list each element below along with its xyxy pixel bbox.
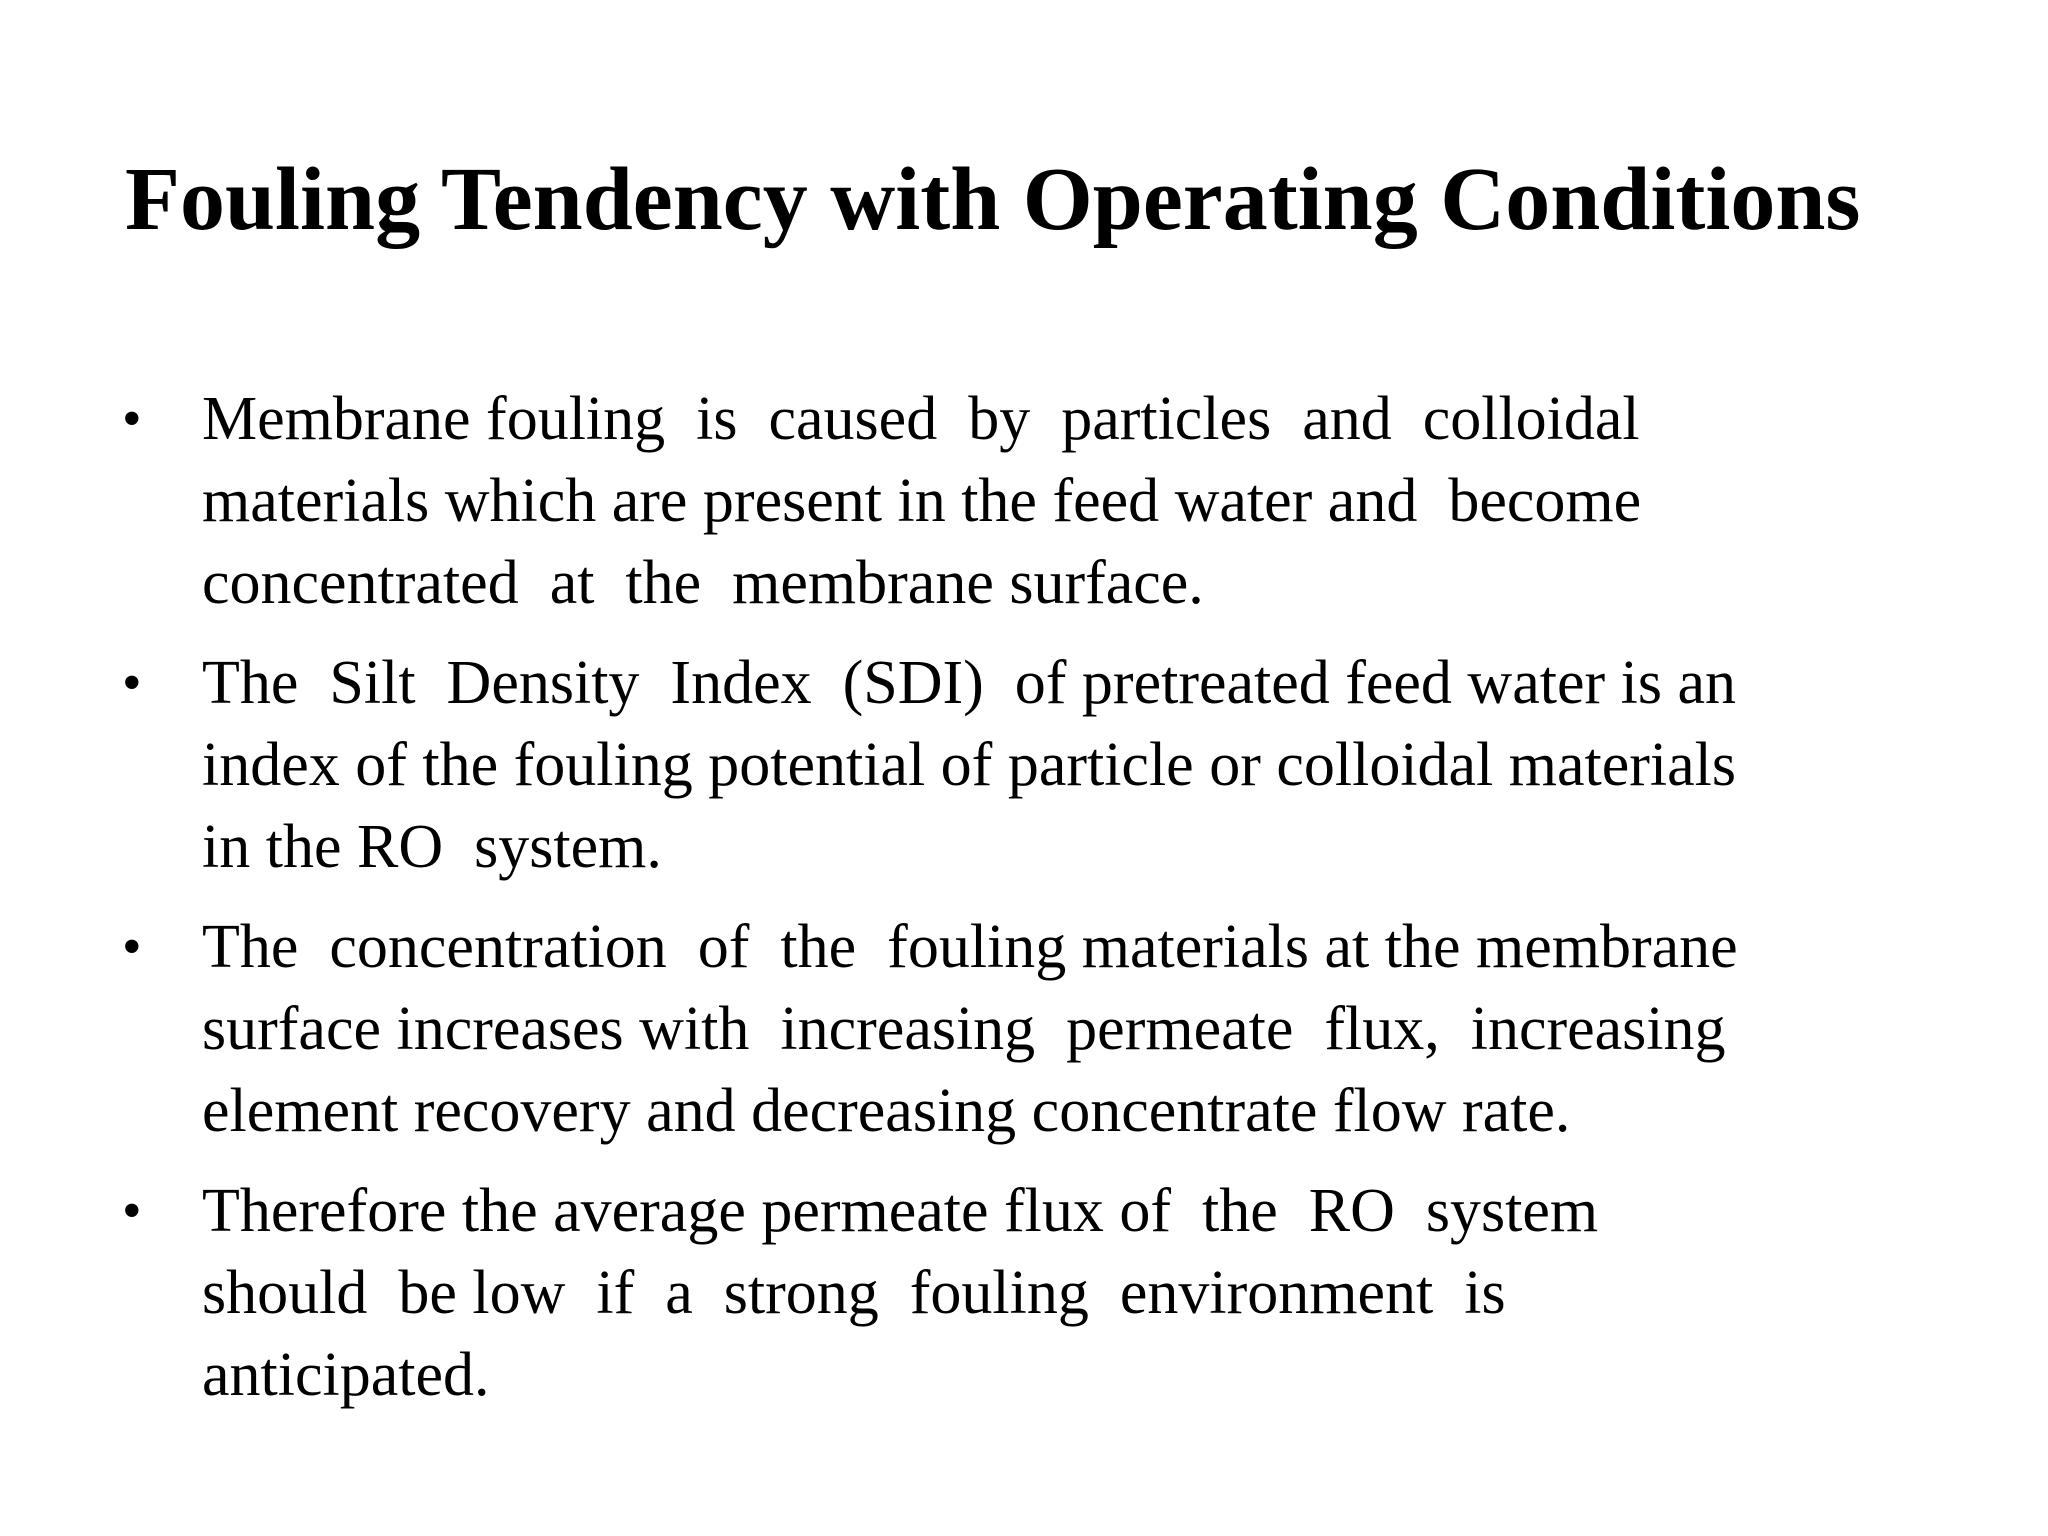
bullet-item <box>122 1170 1922 1416</box>
bullet-icon: • <box>122 388 142 450</box>
bullet-line: Membrane fouling is caused by particles and colloidal <box>202 385 1640 453</box>
bullet-icon: • <box>122 652 142 714</box>
bullet-item <box>122 642 1922 888</box>
bullet-item <box>122 378 1922 624</box>
bullet-line: concentrated at the membrane surface. <box>202 549 1204 617</box>
bullet-line: anticipated. <box>202 1341 490 1409</box>
bullet-line: should be low if a strong fouling environment is <box>202 1259 1506 1327</box>
bullet-line: materials which are present in the feed water and become <box>202 467 1642 535</box>
bullet-line: element recovery and decreasing concentrate flow rate. <box>202 1077 1571 1145</box>
bullet-item <box>122 906 1922 1152</box>
bullet-text <box>202 378 1922 624</box>
bullet-line: index of the fouling potential of particle or colloidal materials <box>202 731 1737 799</box>
bullet-text <box>202 1170 1922 1416</box>
bullet-icon: • <box>122 1180 142 1242</box>
slide-title: Fouling Tendency with Operating Conditions <box>125 150 1861 249</box>
bullet-text <box>202 906 1922 1152</box>
bullet-text <box>202 642 1922 888</box>
bullet-list <box>122 378 1922 1434</box>
bullet-line: in the RO system. <box>202 813 662 881</box>
bullet-line: The Silt Density Index (SDI) of pretreated feed water is an <box>202 649 1736 717</box>
bullet-line: The concentration of the fouling materials at the membrane <box>202 913 1738 981</box>
bullet-icon: • <box>122 916 142 978</box>
bullet-line: surface increases with increasing permeate flux, increasing <box>202 995 1726 1063</box>
bullet-line: Therefore the average permeate flux of the RO system <box>202 1177 1599 1245</box>
